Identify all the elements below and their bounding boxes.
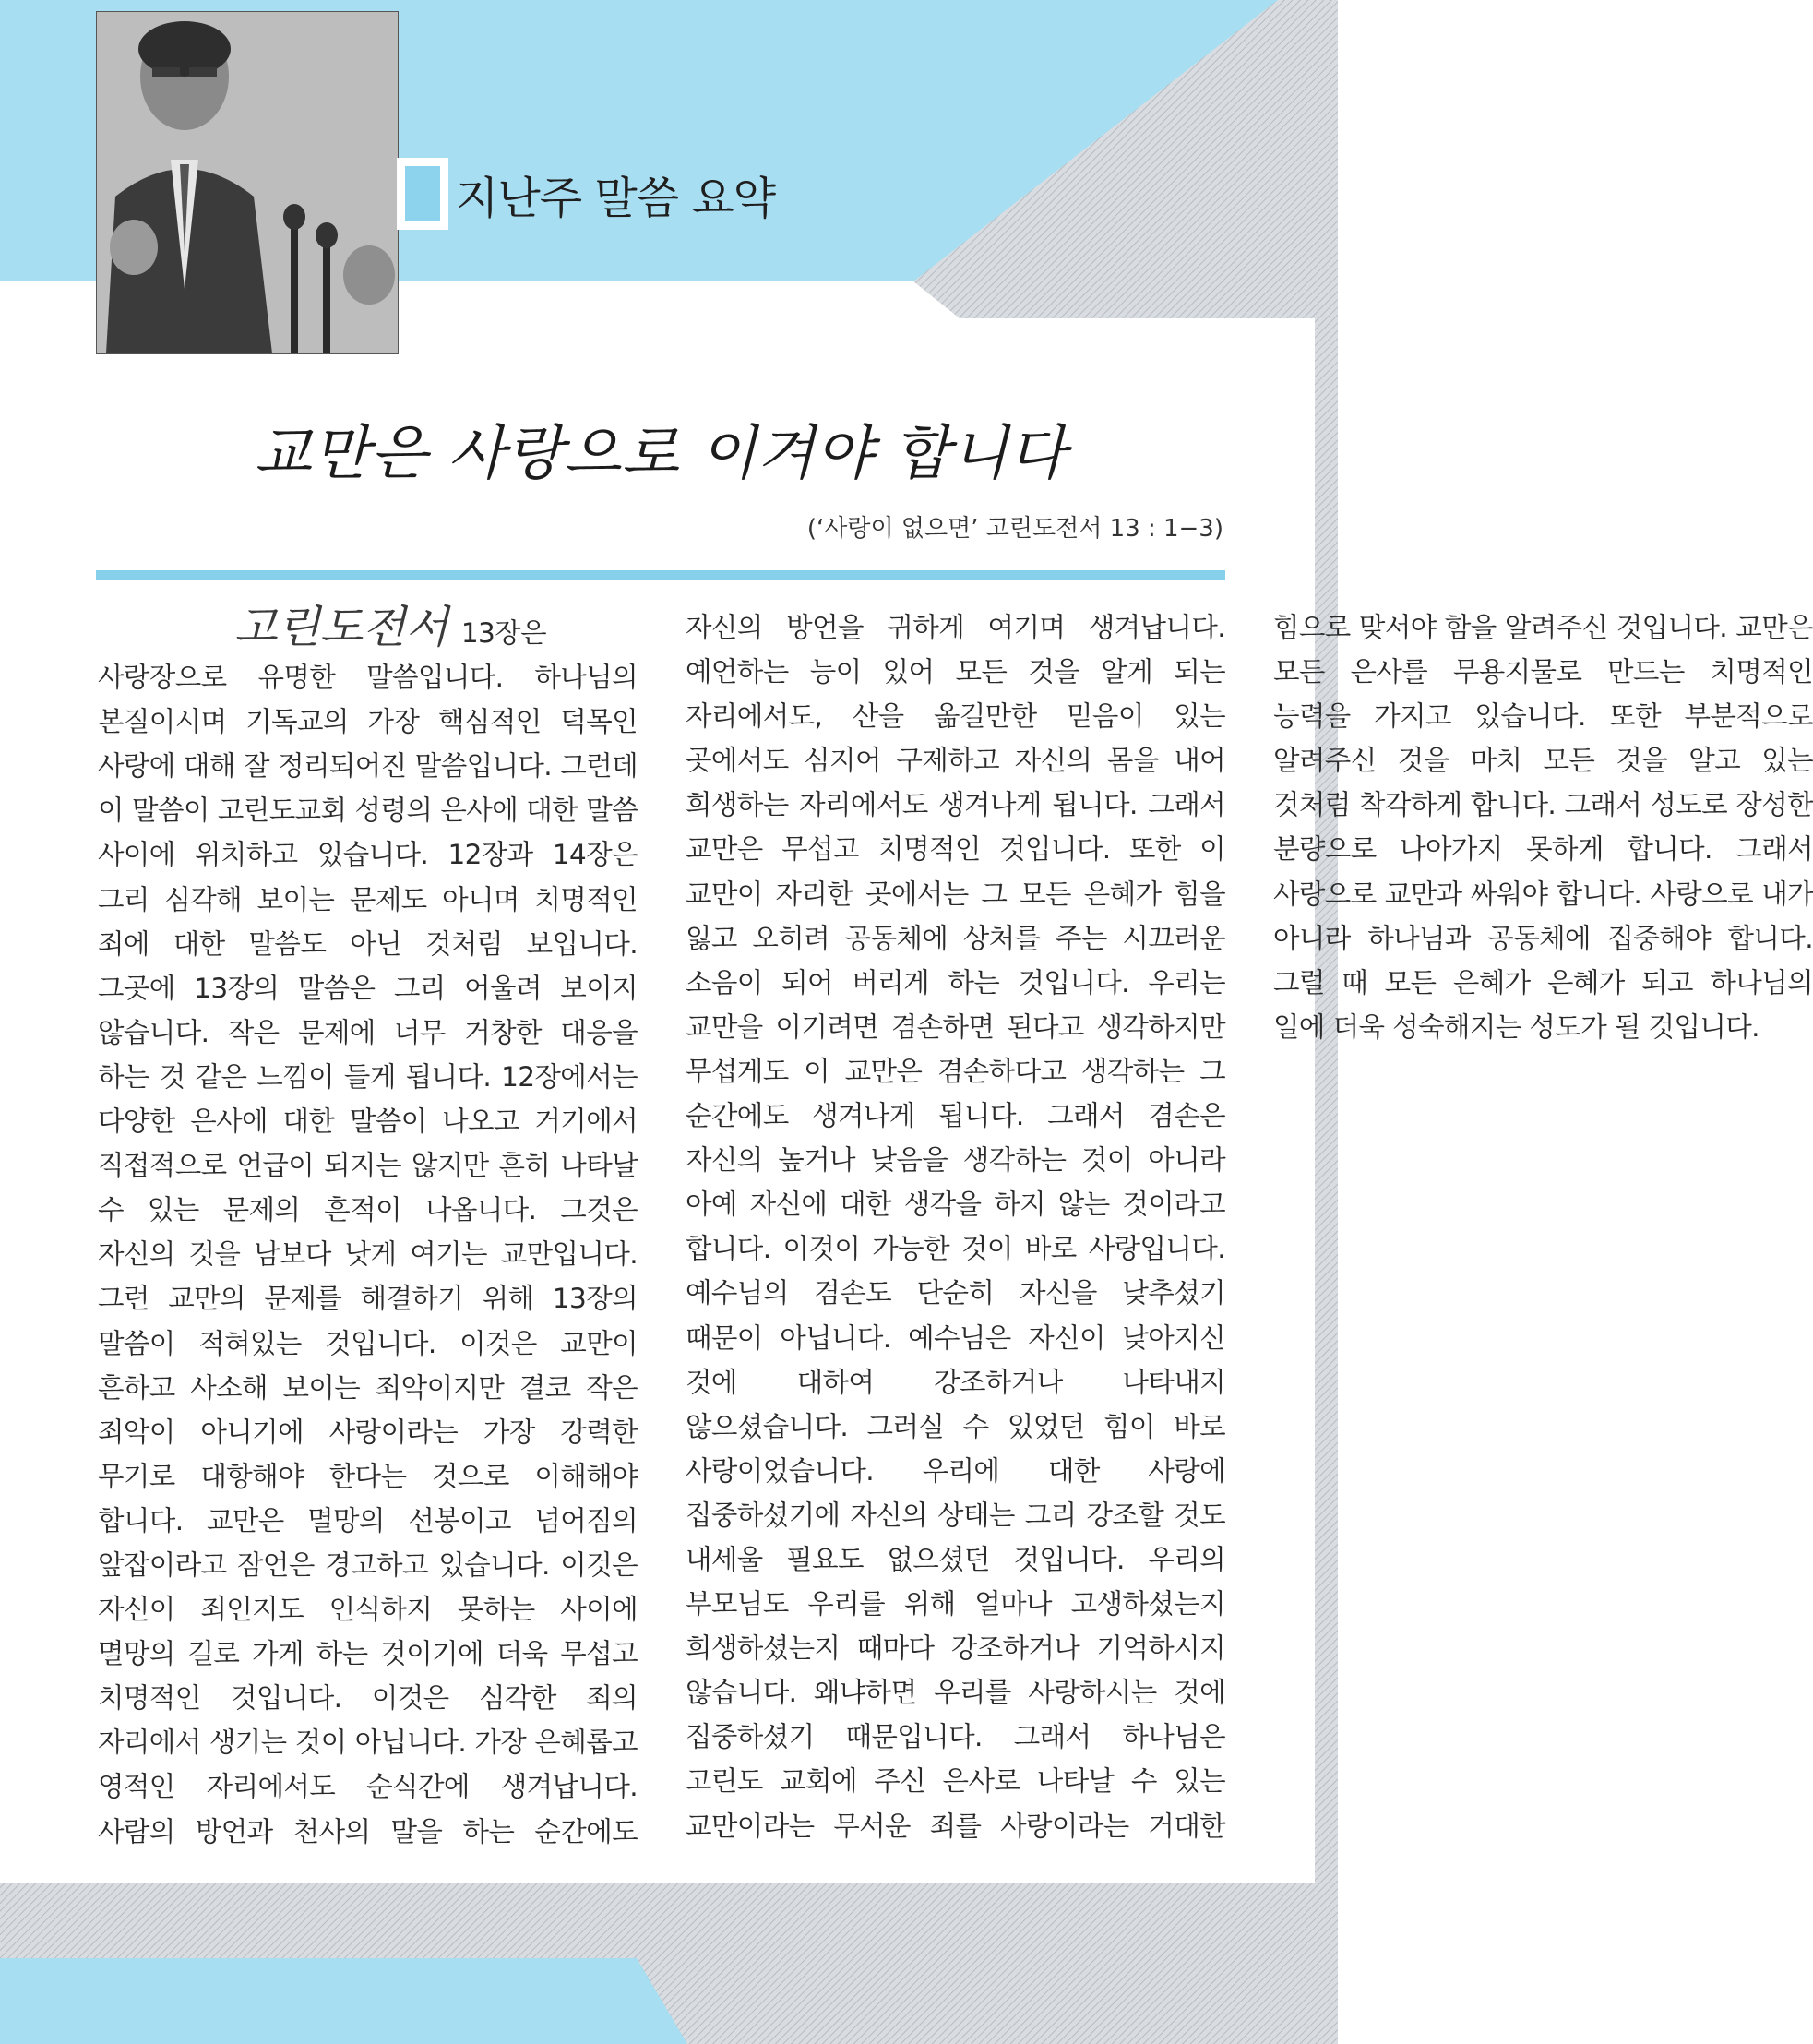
preacher-photo-icon [97, 12, 398, 353]
section-label-text: 지난주 말씀 요약 [456, 172, 776, 224]
divider-rule [96, 570, 1225, 580]
sermon-paragraph [98, 602, 1813, 1870]
sermon-body-text: 13장은 사랑장으로 유명한 말씀입니다. 하나님의 본질이시며 기독교의 가장 핵심적인 덕목인 사랑에 대해 잘 정리되어진 말씀입니다. 그런데 이 말씀이 고린도교회 성령의 은사에 대한 말씀 사이에 위치하고 있습니다. 12장과 14장은 그리 심각해 보이는 문제도 아니며 치명적인 죄에 대한 말씀도 아닌 것처럼 보입니다. 그곳에 13장의 말씀은 그리 어울려 보이지 않습니다. 작은 문제에 너무 거창한 대응을 하는 것 같은 느낌이 들게 됩니다. 12장에서는 다양한 은사에 대한 말씀이 나오고 거기에서 직접적으로 언급이 되지는 않지만 흔히 나타날 수 있는 문제의 흔적이 나옵니다. 그것은 자신의 것을 남보다 낫게 여기는 교만입니다. 그런 교만의 문제를 해결하기 위해 13장의 말씀이 적혀있는 것입니다. 이것은 교만이 흔하고 사소해 보이는 죄악이지만 결코 작은 죄악이 아니기에 사랑이라는 가장 강력한 무기로 대항해야 한다는 것으로 이해해야 합니다. 교만은 멸망의 선봉이고 넘어짐의 앞잡이라고 잠언은 경고하고 있습니다. 이것은 자신이 죄인지도 인식하지 못하는 사이에 멸망의 길로 가게 하는 것이기에 더욱 무섭고 치명적인 것입니다. 이것은 심각한 죄의 자리에서 생기는 것이 아닙니다. 가장 은혜롭고 영적인 자리에서도 순식간에 생겨납니다. 사람의 방언과 천사의 말을 하는 순간에도 자신의 방언을 귀하게 여기며 생겨납니다. 예언하는 능이 있어 모든 것을 알게 되는 자리에서도, 산을 옮길만한 믿음이 있는 곳에서도 심지어 구제하고 자신의 몸을 내어 희생하는 자리에서도 생겨나게 됩니다. 그래서 교만은 무섭고 치명적인 것입니다. 또한 이 교만이 자리한 곳에서는 그 모든 은혜가 힘을 잃고 오히려 공동체에 상처를 주는 시끄러운 소음이 되어 버리게 하는 것입니다. 우리는 교만을 이기려면 겸손하면 된다고 생각하지만 무섭게도 이 교만은 겸손하다고 생각하는 그 순간에도 생겨나게 됩니다. 그래서 겸손은 자신의 높거나 낮음을 생각하는 것이 아니라 아예 자신에 대한 생각을 하지 않는 것이라고 합니다. 이것이 가능한 것이 바로 사랑입니다. 예수님의 겸손도 단순히 자신을 낮추셨기 때문이 아닙니다. 예수님은 자신이 낮아지신 것에 대하여 강조하거나 나타내지 않으셨습니다. 그러실 수 있었던 힘이 바로 사랑이었습니다. 우리에 대한 사랑에 집중하셨기에 자신의 상태는 그리 강조할 것도 내세울 필요도 없으셨던 것입니다. 우리의 부모님도 우리를 위해 얼마나 고생하셨는지 희생하셨는지 때마다 강조하거나 기억하시지 않습니다. 왜냐하면 우리를 사랑하시는 것에 집중하셨기 때문입니다. 그래서 하나님은 고린도 교회에 주신 은사로 나타날 수 있는 교만이라는 무서운 죄를 사랑이라는 거대한 힘으로 맞서야 함을 알려주신 것입니다. 교만은 모든 은사를 무용지물로 만드는 치명적인 능력을 가지고 있습니다. 또한 부분적으로 알려주신 것을 마치 모든 것을 알고 있는 것처럼 착각하게 합니다. 그래서 성도로 장성한 분량으로 나아가지 못하게 합니다. 그래서 사랑으로 교만과 싸워야 합니다. 사랑으로 내가 아니라 하나님과 공동체에 집중해야 합니다. 그럴 때 모든 은혜가 은혜가 되고 하나님의 일에 더욱 성숙해지는 성도가 될 것입니다. [98, 612, 1813, 1847]
sermon-body [98, 602, 1813, 1870]
sermon-title: 교만은 사랑으로 이겨야 합니다 [254, 420, 1068, 488]
section-marker-icon [397, 158, 448, 230]
scripture-reference: (‘사랑이 없으면’ 고린도전서 13 : 1−3) [806, 515, 1223, 543]
preacher-photo [96, 11, 399, 354]
section-label [397, 155, 775, 233]
lead-word: 고린도전서 [234, 602, 448, 653]
